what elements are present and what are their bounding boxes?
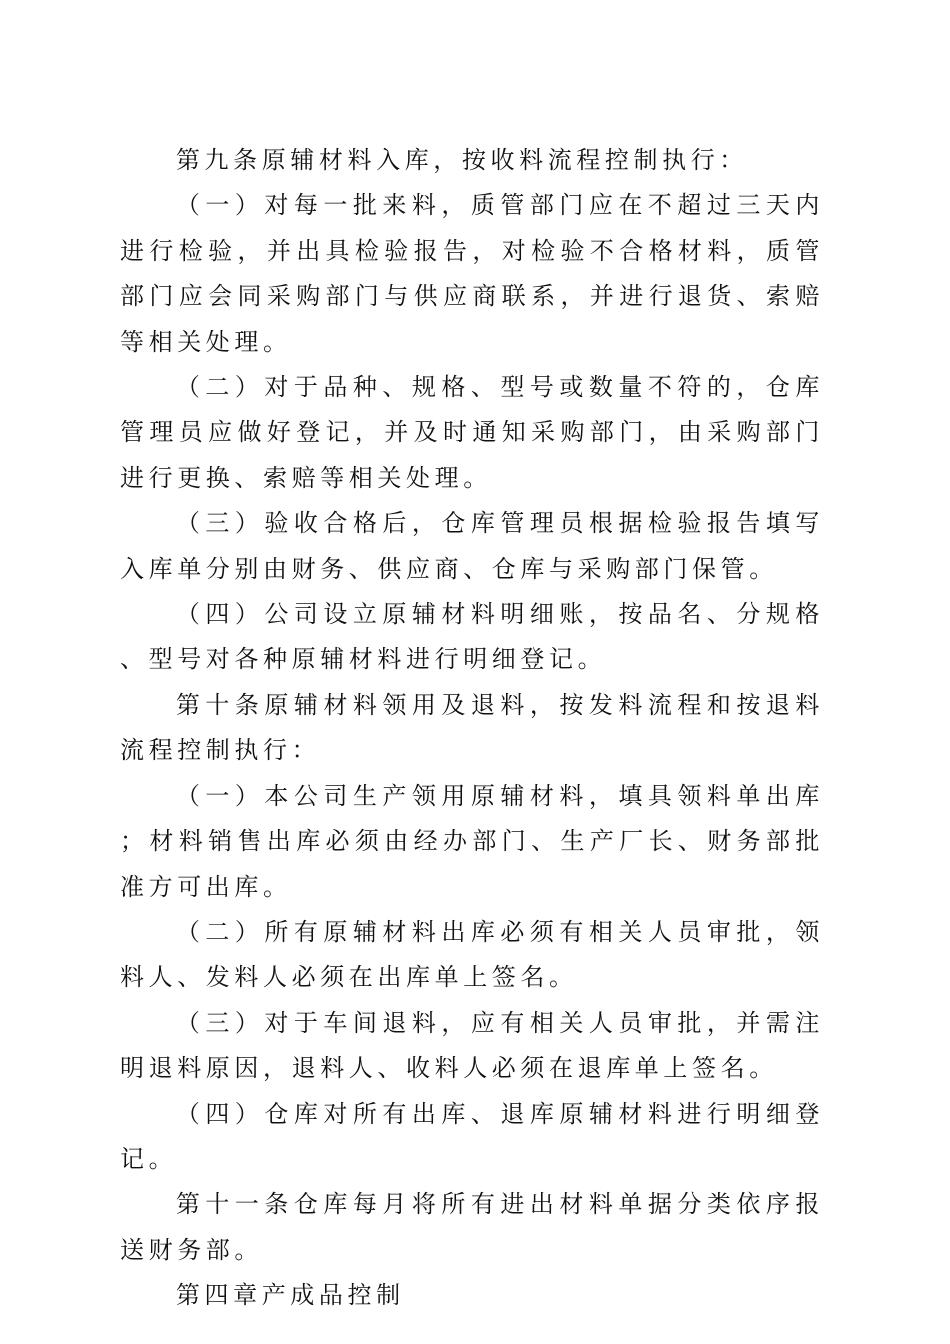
article-9-item-1: （一）对每一批来料，质管部门应在不超过三天内进行检验，并出具检验报告，对检验不合格材料，质管部门应会同采购部门与供应商联系，并进行退货、索赔等相关处理。 [120, 191, 824, 356]
chapter-4-heading: 第四章产成品控制 [175, 1281, 405, 1310]
article-11: 第十一条仓库每月将所有进出材料单据分类依序报送财务部。 [120, 1190, 824, 1264]
article-9-item-4: （四）公司设立原辅材料明细账，按品名、分规格、型号对各种原辅材料进行明细登记。 [120, 600, 824, 674]
article-9-heading: 第九条原辅材料入库，按收料流程控制执行： [175, 146, 748, 174]
article-10-item-3: （三）对于车间退料，应有相关人员审批，并需注明退料原因，退料人、收料人必须在退库单上签名。 [120, 1008, 824, 1083]
article-10-item-2: （二）所有原辅材料出库必须有相关人员审批，领料人、发料人必须在出库单上签名。 [120, 917, 824, 992]
article-10-item-1: （一）本公司生产领用原辅材料，填具领料单出库；材料销售出库必须由经办部门、生产厂长、财务部批准方可出库。 [120, 781, 824, 901]
article-9-item-2: （二）对于品种、规格、型号或数量不符的，仓库管理员应做好登记，并及时通知采购部门，由采购部门进行更换、索赔等相关处理。 [120, 373, 824, 492]
document-body [120, 138, 824, 1319]
article-10-heading: 第十条原辅材料领用及退料，按发料流程和按退料流程控制执行： [120, 690, 824, 765]
article-10-item-4: （四）仓库对所有出库、退库原辅材料进行明细登记。 [120, 1099, 824, 1173]
article-9-item-3: （三）验收合格后，仓库管理员根据检验报告填写入库单分别由财务、供应商、仓库与采购部门保管。 [120, 509, 824, 583]
